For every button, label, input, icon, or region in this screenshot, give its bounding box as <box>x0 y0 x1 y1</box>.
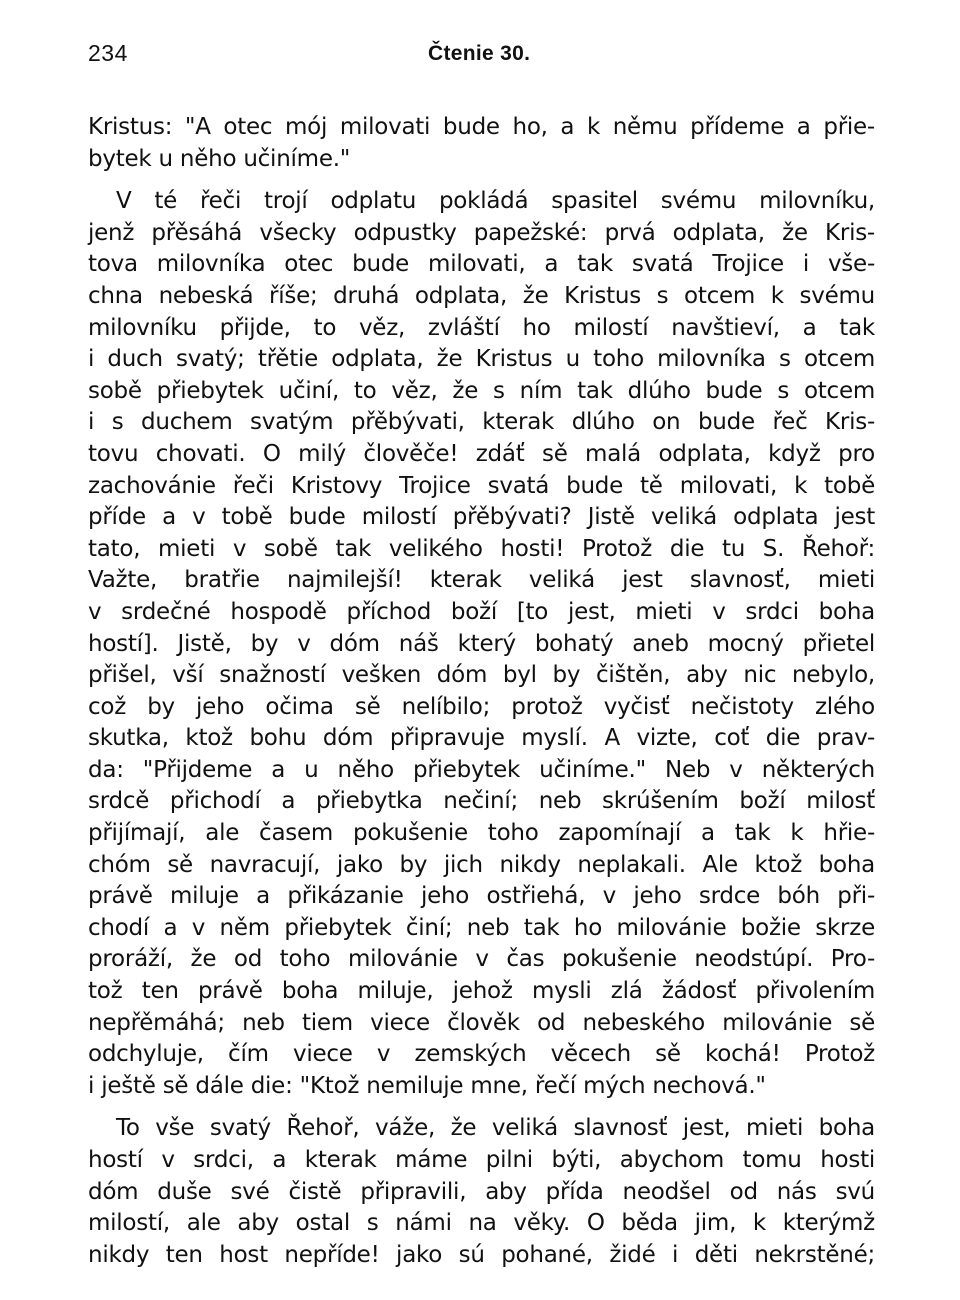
text-line: bytek u něho učiníme." <box>88 145 351 172</box>
running-head: Čtenie 30. <box>428 42 531 65</box>
text-line: srdcě přichodí a přiebytka nečiní; neb skrúšením boží milosť <box>88 788 875 815</box>
text-line: což by jeho očima sě nelíbilo; protož vyčisť nečistoty zlého <box>88 693 875 720</box>
text-line: nepřěmáhá; neb tiem viece člověk od nebeského milovánie sě <box>88 1009 875 1036</box>
text-line: chóm sě navracují, jako by jich nikdy neplakali. Ale ktož boha <box>88 851 875 878</box>
text-line: tovu chovati. O milý člověče! zdáť sě malá odplata, když pro <box>88 440 875 467</box>
text-line: To vše svatý Řehoř, váže, že veliká slavnosť jest, mieti boha <box>116 1115 875 1142</box>
text-line: přijímají, ale časem pokušenie toho zapomínají a tak k hřie- <box>88 820 875 847</box>
text-line: tato, mieti v sobě tak velikého hosti! Protož die tu S. Řehoř: <box>88 535 875 562</box>
text-line: zachovánie řeči Kristovy Trojice svatá bude tě milovati, k tobě <box>88 472 875 499</box>
text-line: da: "Přijdeme a u něho přiebytek učiníme." Neb v některých <box>88 756 875 783</box>
text-line: Kristus: "A otec mój milovati bude ho, a k němu přídeme a přie- <box>88 114 875 140</box>
text-line: hostí]. Jistě, by v dóm náš který bohatý aneb mocný přietel <box>88 630 875 657</box>
text-line: V té řeči trojí odplatu pokládá spasitel svému milovníku, <box>116 188 875 215</box>
text-line: hostí v srdci, a kterak máme pilni býti, abychom tomu hosti <box>88 1147 875 1173</box>
text-line: přišel, vší snažností vešken dóm byl by čištěn, aby nic nebylo, <box>88 662 875 689</box>
paragraph-gap <box>88 175 875 186</box>
text-line: skutka, ktož bohu dóm připravuje myslí. A vizte, coť die prav- <box>88 725 875 752</box>
text-line: milostí, ale aby ostal s námi na věky. O běda jim, k kterýmž <box>88 1210 875 1237</box>
text-line: i duch svatý; třětie odplata, že Kristus u toho milovníka s otcem <box>88 346 875 373</box>
text-line: i ještě sě dále die: "Ktož nemiluje mne, řečí mých nechová." <box>88 1072 766 1099</box>
text-line: i s duchem svatým přěbývati, kterak dlúho on bude řeč Kris- <box>88 409 875 436</box>
paragraph-gap <box>88 1102 875 1113</box>
text-line: chodí a v něm přiebytek činí; neb tak ho milovánie božie skrze <box>88 914 875 941</box>
text-line: v srdečné hospodě příchod boží [to jest, mieti v srdci boha <box>88 598 875 625</box>
text-line: právě miluje a přikázanie jeho ostřiehá, v jeho srdce bóh při- <box>88 883 875 910</box>
text-line: jenž přěsáhá všecky odpustky papežské: prvá odplata, že Kris- <box>88 219 875 246</box>
body-text <box>88 112 875 1271</box>
text-line: příde a v tobě bude milostí přěbývati? Jistě veliká odplata jest <box>88 504 875 531</box>
page-header <box>88 40 872 80</box>
text-line: Važte, bratřie najmilejší! kterak veliká jest slavnosť, mieti <box>88 567 875 594</box>
text-line: odchyluje, čím viece v zemských věcech sě kochá! Protož <box>88 1041 875 1068</box>
text-line: proráží, že od toho milovánie v čas pokušenie neodstúpí. Pro- <box>88 946 875 973</box>
text-line: sobě přiebytek učiní, to věz, že s ním tak dlúho bude s otcem <box>88 377 875 404</box>
text-line: tož ten právě boha miluje, jehož mysli zlá žádosť přivolením <box>88 978 875 1005</box>
text-line: chna nebeská říše; druhá odplata, že Kristus s otcem k svému <box>88 282 875 309</box>
text-line: nikdy ten host nepříde! jako sú pohané, židé i děti nekrstěné; <box>88 1241 875 1268</box>
text-line: milovníku přijde, to věz, zvláští ho milostí navštieví, a tak <box>88 314 875 341</box>
text-line: dóm duše své čistě připravili, aby přída neodšel od nás svú <box>88 1178 875 1205</box>
page-number: 234 <box>88 40 128 66</box>
text-line: tova milovníka otec bude milovati, a tak svatá Trojice i vše- <box>88 251 875 278</box>
